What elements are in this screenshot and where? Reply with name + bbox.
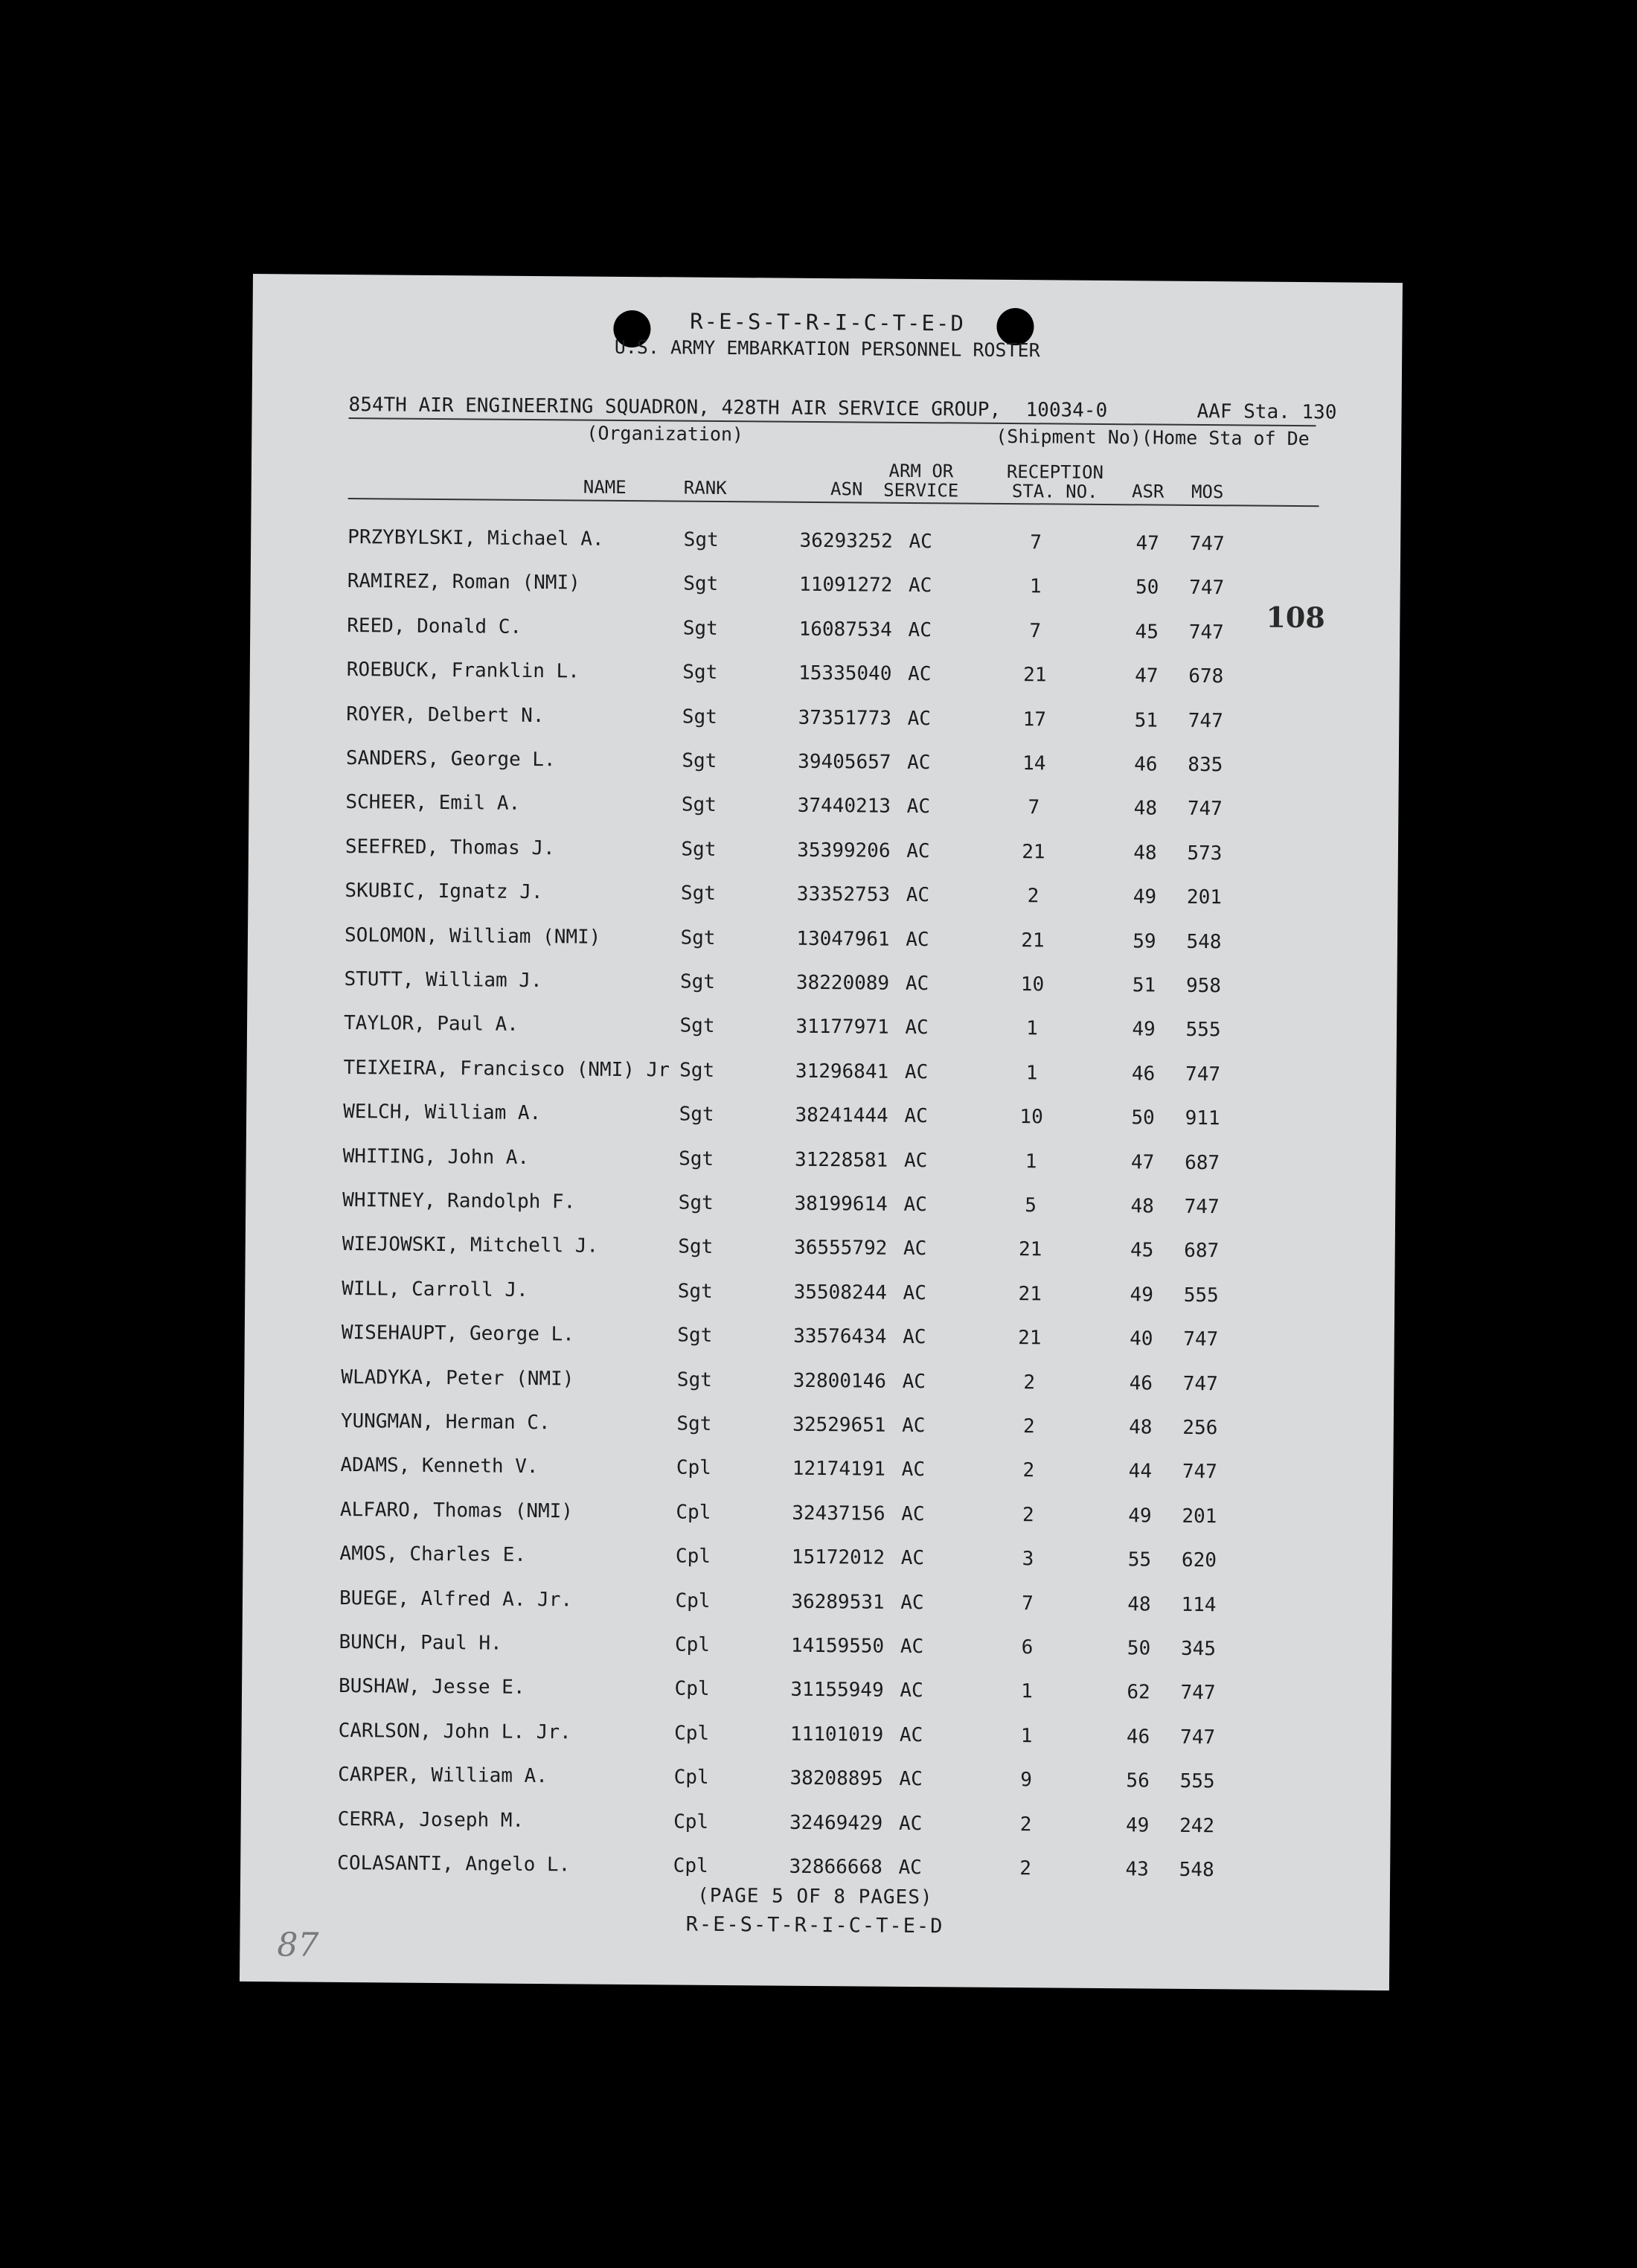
roster-rank: Cpl	[676, 1456, 712, 1480]
roster-name: YUNGMAN, Herman C.	[340, 1409, 551, 1435]
roster-arm-service: AC	[903, 1281, 927, 1304]
roster-arm-service: AC	[902, 1414, 926, 1438]
roster-rank: Cpl	[673, 1766, 709, 1790]
table-row	[247, 1011, 1397, 1050]
column-header-arm-line2: SERVICE	[883, 479, 959, 502]
roster-arm-service: AC	[900, 1591, 924, 1614]
roster-name: SEEFRED, Thomas J.	[345, 835, 555, 860]
roster-rank: Sgt	[679, 1147, 714, 1170]
roster-mos: 548	[1186, 930, 1222, 953]
roster-mos: 747	[1189, 577, 1225, 600]
roster-asr: 55	[1127, 1548, 1152, 1572]
home-station: AAF Sta. 130	[1196, 400, 1337, 424]
roster-arm-service: AC	[906, 795, 931, 819]
roster-reception-station: 21	[1018, 1238, 1042, 1261]
column-header-reception	[992, 462, 1118, 502]
roster-rank: Sgt	[680, 926, 716, 949]
roster-arm-service: AC	[909, 530, 932, 554]
roster-asn: 32800146	[792, 1369, 887, 1393]
roster-reception-station: 7	[1022, 1592, 1034, 1615]
roster-asr: 45	[1130, 1239, 1154, 1262]
roster-name: REED, Donald C.	[347, 614, 522, 638]
roster-asr: 44	[1128, 1460, 1153, 1483]
roster-asr: 48	[1130, 1195, 1154, 1218]
roster-reception-station: 17	[1022, 708, 1047, 731]
roster-rank: Sgt	[677, 1280, 713, 1303]
roster-reception-station: 1	[1025, 1061, 1038, 1085]
table-row	[245, 1321, 1394, 1359]
roster-name: AMOS, Charles E.	[339, 1543, 527, 1567]
roster-asr: 51	[1134, 708, 1159, 732]
roster-reception-station: 14	[1022, 752, 1046, 775]
roster-mos: 747	[1180, 1682, 1216, 1705]
roster-mos: 687	[1184, 1240, 1220, 1263]
roster-reception-station: 7	[1028, 796, 1040, 819]
roster-asr: 43	[1125, 1858, 1149, 1881]
roster-asn: 32437156	[792, 1502, 885, 1525]
roster-arm-service: AC	[906, 839, 930, 862]
roster-name: SKUBIC, Ignatz J.	[345, 880, 543, 904]
roster-asn: 32469429	[789, 1811, 883, 1835]
roster-mos: 548	[1179, 1858, 1214, 1882]
roster-reception-station: 2	[1022, 1415, 1035, 1438]
roster-reception-station: 6	[1021, 1636, 1034, 1659]
shipment-number: 10034-0	[1025, 399, 1108, 423]
roster-asn: 36555792	[793, 1237, 888, 1260]
roster-asn: 31228581	[794, 1148, 888, 1172]
roster-asr: 50	[1127, 1637, 1151, 1660]
column-header-arm-line1: ARM OR	[888, 460, 954, 482]
roster-asn: 33352753	[796, 882, 891, 906]
roster-mos: 620	[1181, 1549, 1217, 1572]
roster-rank: Sgt	[681, 838, 717, 861]
roster-rank: Sgt	[682, 705, 717, 728]
roster-arm-service: AC	[907, 707, 932, 730]
roster-rank: Cpl	[675, 1589, 711, 1612]
roster-mos: 747	[1182, 1461, 1217, 1484]
column-header-asn: ASN	[830, 478, 863, 500]
organization-line	[348, 394, 1337, 426]
roster-reception-station: 9	[1020, 1769, 1033, 1792]
roster-asr: 51	[1132, 974, 1156, 997]
table-row	[246, 1056, 1396, 1095]
roster-reception-station: 21	[1018, 1282, 1042, 1306]
roster-name: CARLSON, John L. Jr.	[338, 1719, 571, 1744]
table-row	[250, 658, 1400, 696]
roster-mos: 835	[1188, 753, 1223, 777]
roster-reception-station: 2	[1019, 1813, 1032, 1836]
roster-mos: 747	[1179, 1726, 1216, 1749]
roster-rank: Sgt	[681, 793, 717, 817]
roster-name: SOLOMON, William (NMI)	[344, 923, 601, 949]
table-row	[250, 614, 1400, 653]
roster-name: TEIXEIRA, Francisco (NMI) Jr	[343, 1056, 670, 1082]
column-header-reception-line1: RECEPTION	[1006, 461, 1104, 483]
roster-arm-service: AC	[906, 928, 929, 951]
roster-asn: 11101019	[789, 1723, 884, 1746]
roster-reception-station: 1	[1020, 1724, 1033, 1748]
column-header-rank: RANK	[683, 477, 727, 499]
organization-caption: (Organization)	[586, 422, 744, 446]
roster-asn: 13047961	[796, 927, 890, 951]
roster-rank: Sgt	[679, 970, 716, 993]
roster-rank: Sgt	[678, 1235, 714, 1259]
roster-rank: Cpl	[674, 1722, 710, 1745]
roster-asr: 59	[1133, 929, 1156, 953]
roster-asr: 48	[1129, 1416, 1153, 1439]
roster-reception-station: 3	[1022, 1548, 1034, 1571]
roster-name: ALFARO, Thomas (NMI)	[339, 1498, 574, 1523]
roster-rank: Sgt	[682, 749, 717, 772]
roster-asn: 36293252	[799, 529, 893, 553]
roster-asr: 46	[1129, 1371, 1153, 1395]
roster-rank: Sgt	[676, 1368, 712, 1391]
roster-arm-service: AC	[898, 1856, 922, 1880]
roster-name: COLASANTI, Angelo L.	[337, 1851, 571, 1877]
roster-arm-service: AC	[899, 1768, 923, 1791]
roster-rank: Cpl	[676, 1501, 711, 1524]
roster-arm-service: AC	[905, 972, 929, 996]
roster-asn: 32529651	[792, 1413, 886, 1437]
roster-rank: Cpl	[674, 1677, 710, 1701]
table-row	[246, 1144, 1395, 1183]
roster-reception-station: 21	[1023, 664, 1047, 687]
roster-asr: 46	[1126, 1726, 1150, 1749]
roster-name: RAMIREZ, Roman (NMI)	[347, 570, 580, 595]
roster-arm-service: AC	[903, 1149, 928, 1172]
roster-mos: 345	[1180, 1637, 1217, 1661]
roster-rank: Sgt	[676, 1412, 712, 1435]
roster-mos: 201	[1186, 886, 1223, 909]
roster-asn: 38241444	[795, 1103, 888, 1127]
roster-name: CARPER, William A.	[338, 1764, 548, 1788]
roster-rank: Sgt	[679, 1014, 715, 1038]
table-row	[249, 790, 1398, 829]
column-header-reception-line2: STA. NO.	[1011, 481, 1098, 502]
roster-name: PRZYBYLSKI, Michael A.	[347, 526, 604, 551]
roster-rank: Sgt	[679, 1059, 715, 1082]
roster-reception-station: 21	[1022, 840, 1045, 864]
roster-asn: 31296841	[795, 1060, 889, 1083]
roster-asr: 40	[1130, 1327, 1153, 1351]
table-row	[245, 1277, 1394, 1316]
roster-rank: Sgt	[682, 617, 718, 640]
roster-arm-service: AC	[900, 1547, 925, 1570]
table-row	[246, 1188, 1395, 1227]
roster-mos: 958	[1185, 974, 1222, 998]
roster-asn: 38220089	[795, 971, 890, 995]
roster-mos: 573	[1187, 842, 1223, 865]
roster-arm-service: AC	[908, 574, 932, 598]
roster-arm-service: AC	[908, 663, 932, 686]
roster-name: SCHEER, Emil A.	[345, 791, 521, 816]
roster-asn: 38208895	[789, 1766, 883, 1790]
page-indicator: (PAGE 5 OF 8 PAGES)	[697, 1884, 933, 1909]
roster-name: WLADYKA, Peter (NMI)	[341, 1365, 574, 1391]
table-row	[243, 1498, 1393, 1537]
handwritten-note: 87	[277, 1926, 319, 1964]
roster-arm-service: AC	[903, 1193, 927, 1217]
roster-asr: 62	[1127, 1681, 1150, 1704]
roster-asn: 35508244	[793, 1281, 887, 1304]
roster-reception-station: 1	[1021, 1680, 1034, 1703]
roster-page	[240, 274, 1403, 1990]
table-row	[241, 1719, 1391, 1758]
roster-reception-station: 1	[1025, 1150, 1037, 1173]
roster-rank: Sgt	[678, 1191, 714, 1214]
roster-arm-service: AC	[898, 1812, 923, 1835]
roster-asn: 31155949	[790, 1679, 884, 1702]
roster-arm-service: AC	[903, 1326, 926, 1349]
roster-asr: 50	[1135, 576, 1159, 599]
roster-arm-service: AC	[904, 1060, 929, 1083]
organization-name: 854TH AIR ENGINEERING SQUADRON, 428TH AIR SERVICE GROUP,	[348, 394, 1002, 421]
roster-rank: Cpl	[675, 1545, 711, 1569]
roster-mos: 256	[1182, 1416, 1218, 1440]
roster-asn: 36289531	[791, 1590, 885, 1614]
table-row	[249, 835, 1398, 874]
table-row	[251, 569, 1400, 608]
roster-name: WELCH, William A.	[343, 1101, 542, 1125]
roster-name: ADAMS, Kenneth V.	[340, 1454, 539, 1479]
roster-reception-station: 1	[1029, 575, 1042, 598]
roster-arm-service: AC	[901, 1458, 926, 1481]
table-row	[247, 967, 1397, 1006]
roster-reception-station: 10	[1019, 1106, 1043, 1129]
table-row	[242, 1674, 1391, 1713]
roster-reception-station: 2	[1023, 1371, 1036, 1394]
roster-rank: Cpl	[673, 1854, 708, 1877]
table-row	[243, 1453, 1393, 1492]
roster-reception-station: 2	[1027, 885, 1039, 908]
roster-asn: 14159550	[790, 1634, 885, 1658]
restricted-footer: R-E-S-T-R-I-C-T-E-D	[685, 1912, 944, 1938]
table-row	[242, 1630, 1391, 1669]
roster-asn: 38199614	[794, 1192, 888, 1216]
roster-mos: 687	[1185, 1151, 1220, 1174]
roster-reception-station: 7	[1029, 620, 1042, 643]
roster-asn: 11091272	[798, 574, 893, 598]
roster-arm-service: AC	[902, 1370, 926, 1393]
roster-name: ROYER, Delbert N.	[346, 702, 545, 727]
roster-name: WHITING, John A.	[342, 1144, 530, 1169]
roster-name: WHITNEY, Randolph F.	[342, 1188, 576, 1214]
roster-arm-service: AC	[907, 751, 931, 775]
roster-asr: 49	[1133, 885, 1157, 909]
table-row	[249, 746, 1399, 785]
column-header-name: NAME	[583, 476, 627, 498]
column-header-mos: MOS	[1191, 481, 1224, 503]
roster-asn: 35399206	[797, 839, 891, 862]
table-row	[244, 1409, 1394, 1448]
roster-name: BUNCH, Paul H.	[339, 1630, 502, 1655]
roster-rank: Sgt	[677, 1324, 713, 1348]
roster-asr: 47	[1135, 664, 1159, 688]
roster-arm-service: AC	[908, 618, 932, 641]
shipment-caption: (Shipment No)(Home Sta of De	[996, 425, 1310, 450]
roster-reception-station: 7	[1030, 531, 1042, 554]
restricted-header: R-E-S-T-R-I-C-T-E-D	[690, 308, 965, 336]
roster-asn: 12174191	[792, 1458, 886, 1481]
roster-asn: 32866668	[789, 1855, 882, 1879]
roster-asr: 49	[1125, 1813, 1150, 1837]
roster-name: ROEBUCK, Franklin L.	[346, 659, 580, 683]
roster-name: WISEHAUPT, George L.	[341, 1322, 575, 1346]
roster-asr: 56	[1126, 1769, 1150, 1793]
roster-asr: 48	[1133, 797, 1158, 820]
roster-reception-station: 2	[1019, 1857, 1032, 1880]
table-row	[243, 1542, 1392, 1580]
roster-rank: Sgt	[683, 528, 719, 551]
roster-reception-station: 21	[1021, 929, 1045, 952]
roster-arm-service: AC	[904, 1105, 928, 1128]
table-row	[243, 1586, 1392, 1625]
roster-mos: 747	[1188, 621, 1224, 644]
roster-name: BUSHAW, Jesse E.	[338, 1675, 525, 1700]
roster-mos: 747	[1183, 1328, 1219, 1351]
roster-mos: 555	[1185, 1019, 1221, 1042]
table-row	[248, 923, 1397, 962]
roster-name: SANDERS, George L.	[345, 747, 556, 772]
roster-name: BUEGE, Alfred A. Jr.	[339, 1586, 573, 1612]
roster-mos: 555	[1179, 1770, 1215, 1793]
roster-asn: 15172012	[791, 1545, 885, 1569]
roster-asr: 49	[1132, 1018, 1156, 1041]
table-row	[241, 1763, 1391, 1801]
roster-reception-station: 2	[1022, 1503, 1034, 1527]
column-header-asr: ASR	[1131, 481, 1165, 502]
roster-reception-station: 2	[1022, 1459, 1035, 1482]
roster-asr: 47	[1135, 532, 1159, 555]
roster-name: WIEJOWSKI, Mitchell J.	[342, 1233, 599, 1258]
roster-asr: 45	[1135, 621, 1159, 644]
roster-reception-station: 1	[1026, 1017, 1039, 1040]
roster-mos: 201	[1182, 1505, 1217, 1528]
roster-asn: 37351773	[798, 706, 892, 730]
roster-mos: 747	[1189, 532, 1225, 556]
roster-mos: 678	[1188, 665, 1224, 688]
roster-asr: 48	[1127, 1592, 1151, 1616]
roster-arm-service: AC	[899, 1723, 923, 1746]
roster-rank: Sgt	[680, 882, 717, 906]
roster-asn: 16087534	[798, 618, 892, 641]
roster-mos: 747	[1184, 1195, 1220, 1219]
roster-mos: 114	[1181, 1593, 1217, 1616]
roster-reception-station: 10	[1020, 973, 1045, 996]
table-row	[249, 702, 1399, 741]
roster-asr: 47	[1130, 1150, 1155, 1174]
table-row	[241, 1807, 1391, 1846]
table-row	[246, 1100, 1396, 1138]
roster-mos: 555	[1183, 1284, 1219, 1307]
roster-asr: 48	[1133, 842, 1157, 865]
roster-mos: 747	[1187, 798, 1223, 821]
roster-mos: 747	[1182, 1372, 1218, 1395]
roster-name: CERRA, Joseph M.	[337, 1807, 525, 1832]
roster-name: WILL, Carroll J.	[342, 1277, 528, 1301]
roster-mos: 911	[1185, 1107, 1220, 1130]
roster-asr: 49	[1128, 1505, 1152, 1528]
roster-asn: 33576434	[793, 1324, 887, 1348]
roster-mos: 747	[1185, 1063, 1221, 1086]
roster-asr: 46	[1131, 1063, 1156, 1086]
document-title: U.S. ARMY EMBARKATION PERSONNEL ROSTER	[614, 336, 1040, 362]
roster-arm-service: AC	[903, 1237, 927, 1260]
stamped-page-number: 108	[1266, 600, 1325, 635]
roster-arm-service: AC	[900, 1679, 923, 1702]
roster-rank: Sgt	[682, 661, 718, 685]
roster-mos: 242	[1179, 1814, 1215, 1837]
roster-arm-service: AC	[906, 884, 930, 907]
roster-name: TAYLOR, Paul A.	[343, 1012, 519, 1037]
roster-mos: 747	[1188, 709, 1223, 732]
roster-arm-service: AC	[900, 1635, 924, 1659]
table-row	[246, 1232, 1395, 1271]
roster-asn: 31177971	[795, 1016, 889, 1040]
roster-rank: Sgt	[683, 572, 719, 596]
roster-reception-station: 21	[1018, 1327, 1042, 1350]
roster-rank: Cpl	[674, 1633, 711, 1656]
column-header-arm	[877, 461, 966, 501]
table-row	[244, 1365, 1394, 1404]
table-row	[248, 879, 1397, 917]
roster-name: STUTT, William J.	[344, 967, 542, 993]
roster-arm-service: AC	[901, 1502, 925, 1525]
roster-asr: 49	[1130, 1284, 1154, 1307]
roster-asr: 50	[1131, 1106, 1155, 1130]
roster-arm-service: AC	[905, 1016, 929, 1040]
roster-asn: 39405657	[798, 750, 891, 774]
roster-rank: Cpl	[673, 1810, 709, 1833]
roster-reception-station: 5	[1025, 1194, 1037, 1217]
roster-asn: 37440213	[797, 795, 891, 819]
roster-asn: 15335040	[798, 662, 892, 685]
table-row	[251, 525, 1400, 564]
roster-rank: Sgt	[679, 1103, 714, 1127]
roster-asr: 46	[1134, 753, 1158, 776]
